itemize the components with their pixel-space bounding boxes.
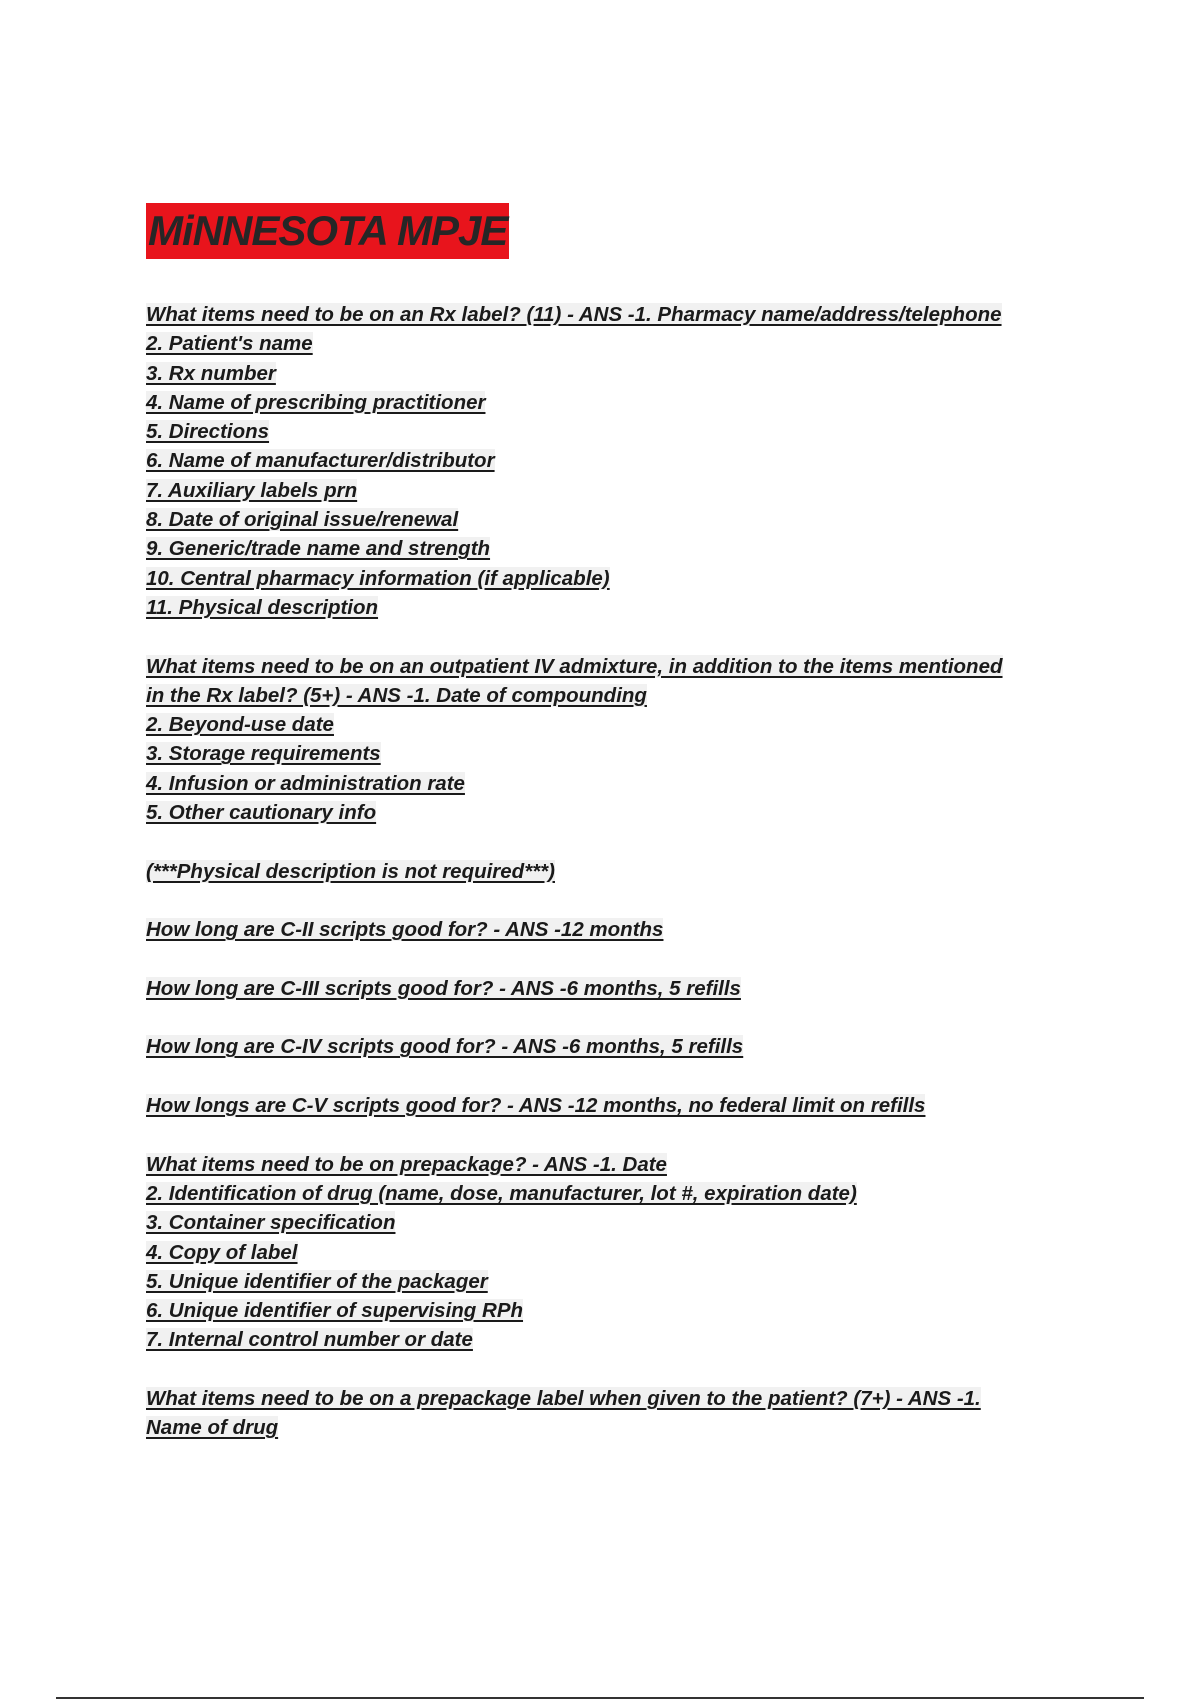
line-text: 4. Copy of label [146, 1240, 298, 1264]
line-text: 10. Central pharmacy information (if applicable) [146, 566, 610, 590]
text-line [146, 1179, 1096, 1208]
text-line [146, 681, 1096, 710]
text-line [146, 1032, 1096, 1061]
text-line [146, 1325, 1096, 1354]
text-line [146, 798, 1096, 827]
text-line [146, 329, 1096, 358]
line-text: 6. Name of manufacturer/distributor [146, 449, 495, 473]
text-line [146, 1150, 1096, 1179]
line-text: What items need to be on an Rx label? (11) - ANS -1. Pharmacy name/address/telephone [146, 303, 1002, 326]
line-text: What items need to be on an outpatient IV admixture, in addition to the items mentioned [146, 654, 1003, 678]
line-text: 7. Internal control number or date [146, 1328, 473, 1352]
text-line [146, 769, 1096, 798]
text-line [146, 300, 1096, 329]
text-line [146, 1296, 1096, 1325]
text-line [146, 974, 1096, 1003]
text-line [146, 417, 1096, 446]
page-title: MiNNESOTA MPJE [148, 207, 508, 254]
text-line [146, 1208, 1096, 1237]
text-line [146, 1384, 1096, 1413]
line-text: (***Physical description is not required***) [146, 859, 555, 883]
text-line [146, 857, 1096, 886]
text-line [146, 564, 1096, 593]
block-spacer [146, 1062, 1096, 1091]
line-text: 8. Date of original issue/renewal [146, 508, 459, 532]
line-text: 6. Unique identifier of supervising RPh [146, 1299, 524, 1323]
line-text: How long are C-II scripts good for? - ANS -12 months [146, 918, 664, 942]
text-line [146, 739, 1096, 768]
line-text: 3. Rx number [146, 361, 276, 385]
text-line [146, 476, 1096, 505]
text-line [146, 1267, 1096, 1296]
line-text: 2. Patient's name [146, 332, 313, 356]
block-spacer [146, 886, 1096, 915]
text-line [146, 1091, 1096, 1120]
text-line [146, 505, 1096, 534]
line-text: 2. Identification of drug (name, dose, manufacturer, lot #, expiration date) [146, 1181, 857, 1205]
line-text: How longs are C-V scripts good for? - ANS -12 months, no federal limit on refills [146, 1094, 926, 1118]
text-line [146, 388, 1096, 417]
block-spacer [146, 622, 1096, 651]
line-text: 4. Infusion or administration rate [146, 771, 465, 795]
line-text: 3. Container specification [146, 1211, 396, 1235]
line-text: 3. Storage requirements [146, 742, 381, 766]
text-line [146, 652, 1096, 681]
block-spacer [146, 1003, 1096, 1032]
block-spacer [146, 1120, 1096, 1149]
title-highlight [146, 203, 509, 259]
line-text: 5. Other cautionary info [146, 801, 377, 825]
line-text: How long are C-IV scripts good for? - ANS -6 months, 5 refills [146, 1035, 744, 1059]
text-line [146, 710, 1096, 739]
text-line [146, 446, 1096, 475]
line-text: Name of drug [146, 1416, 279, 1440]
line-text: 5. Unique identifier of the packager [146, 1269, 488, 1293]
text-line [146, 1413, 1096, 1442]
text-line [146, 915, 1096, 944]
line-text: 5. Directions [146, 420, 270, 444]
line-text: in the Rx label? (5+) - ANS -1. Date of compounding [146, 683, 647, 707]
document-body [146, 300, 1096, 1443]
text-line [146, 1238, 1096, 1267]
line-text: What items need to be on prepackage? - ANS -1. Date [146, 1152, 667, 1176]
text-line [146, 593, 1096, 622]
line-text: 11. Physical description [146, 595, 379, 619]
text-line [146, 534, 1096, 563]
text-line [146, 359, 1096, 388]
block-spacer [146, 827, 1096, 856]
block-spacer [146, 1355, 1096, 1384]
line-text: 7. Auxiliary labels prn [146, 478, 358, 502]
line-text: 9. Generic/trade name and strength [146, 537, 491, 561]
footer-divider [56, 1697, 1144, 1699]
block-spacer [146, 945, 1096, 974]
line-text: 2. Beyond-use date [146, 713, 334, 737]
line-text: How long are C-III scripts good for? - ANS -6 months, 5 refills [146, 976, 741, 1000]
line-text: 4. Name of prescribing practitioner [146, 390, 486, 414]
line-text: What items need to be on a prepackage label when given to the patient? (7+) - ANS -1. [146, 1386, 981, 1410]
